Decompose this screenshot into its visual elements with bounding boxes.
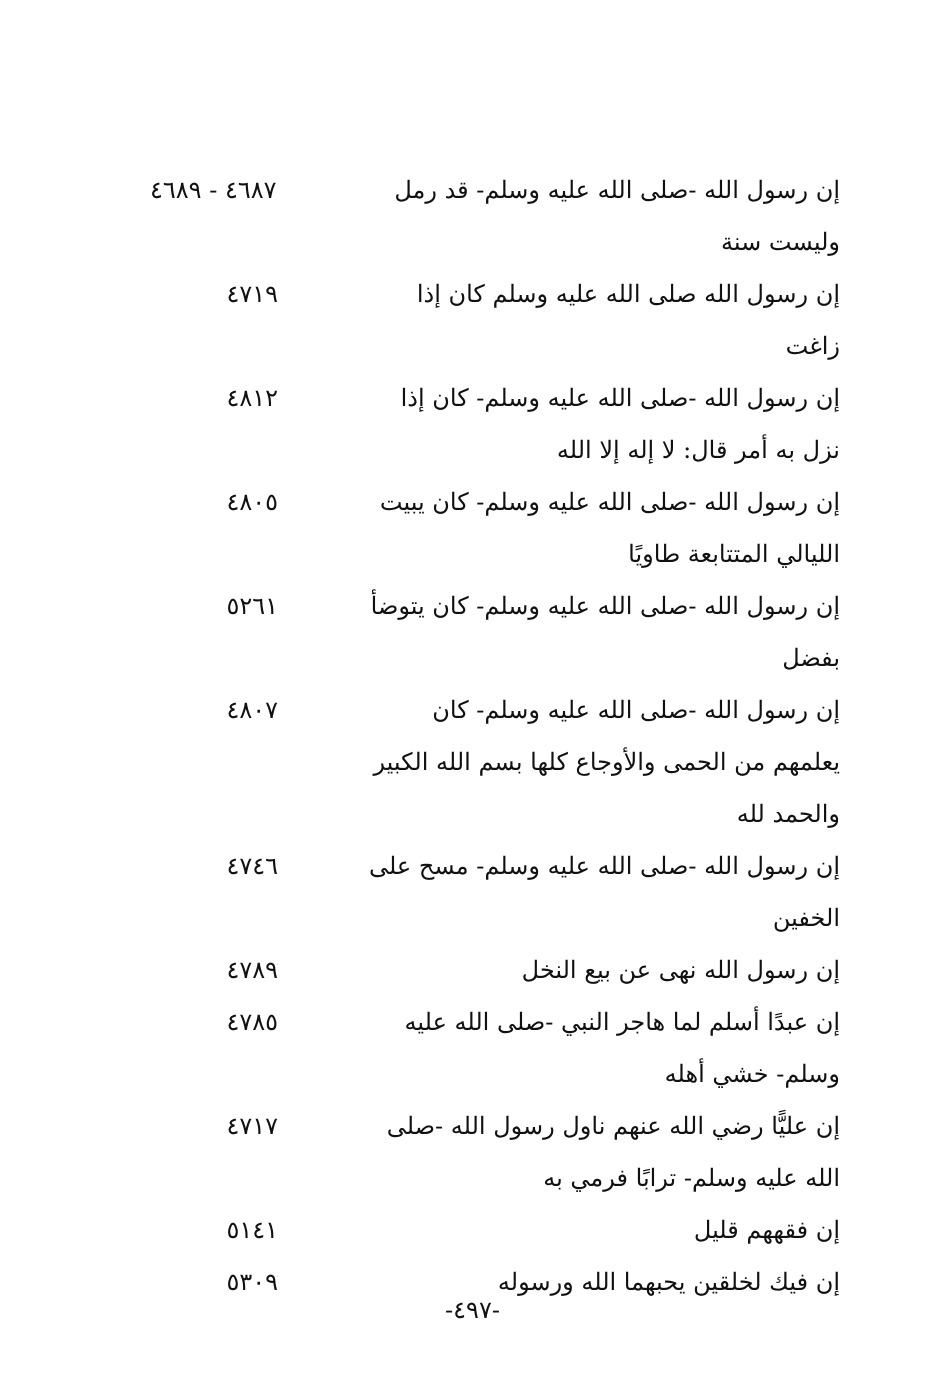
entry-refs: ٤٧٤٦ [226,852,278,880]
entry-text: إن رسول الله -صلى الله عليه وسلم- كان يتوضأ بفضل [370,592,840,672]
entry-text: إن فقههم قليل [693,1216,840,1244]
page-number: -٤٩٧- [445,1296,500,1324]
entry-refs: ٥٣٠٩ [226,1268,278,1296]
entry-refs: ٤٨١٢ [226,384,278,412]
index-entry [150,476,840,580]
entry-text: إن رسول الله -صلى الله عليه وسلم- كان يبيت الليالي المتتابعة طاويًا [379,488,840,568]
entry-text: إن رسول الله -صلى الله عليه وسلم- كان يعلمهم من الحمى والأوجاع كلها بسم الله الكبير والحمد لله [373,696,840,828]
index-entry [150,996,840,1100]
entry-refs: ٤٧٨٥ [226,1008,278,1036]
index-entry [150,372,840,476]
entry-text: إن فيك لخلقين يحبهما الله ورسوله [497,1268,840,1296]
index-entry [150,944,840,996]
entry-refs: ٥١٤١ [226,1216,278,1244]
entry-text: إن رسول الله نهى عن بيع النخل [521,956,840,984]
index-entry [150,840,840,944]
entry-refs: ٤٨٠٧ [226,696,278,724]
entry-text: إن رسول الله صلى الله عليه وسلم كان إذا زاغت [416,280,840,360]
entry-refs: ٤٧١٩ [226,280,278,308]
index-entry [150,684,840,840]
index-entry [150,580,840,684]
index-entry [150,1100,840,1204]
entry-refs: ٥٢٦١ [226,592,278,620]
entry-text: إن رسول الله -صلى الله عليه وسلم- مسح على الخفين [368,852,840,932]
entry-text: إن عبدًا أسلم لما هاجر النبي -صلى الله عليه وسلم- خشي أهله [404,1008,840,1088]
hadith-index-list [150,164,840,1308]
index-entry [150,1204,840,1256]
entry-refs: ٤٨٠٥ [226,488,278,516]
entry-text: إن رسول الله -صلى الله عليه وسلم- كان إذا نزل به أمر قال: لا إله إلا الله [400,384,840,464]
entry-refs: ٤٧٨٩ [226,956,278,984]
entry-refs: ٤٧١٧ [226,1112,278,1140]
entry-text: إن رسول الله -صلى الله عليه وسلم- قد رمل وليست سنة [394,176,840,256]
index-entry [150,164,840,268]
entry-refs: ٤٦٨٧ - ٤٦٨٩ [150,176,277,204]
index-entry [150,268,840,372]
entry-text: إن عليًّا رضي الله عنهم ناول رسول الله -صلى الله عليه وسلم- ترابًا فرمي به [386,1112,840,1192]
